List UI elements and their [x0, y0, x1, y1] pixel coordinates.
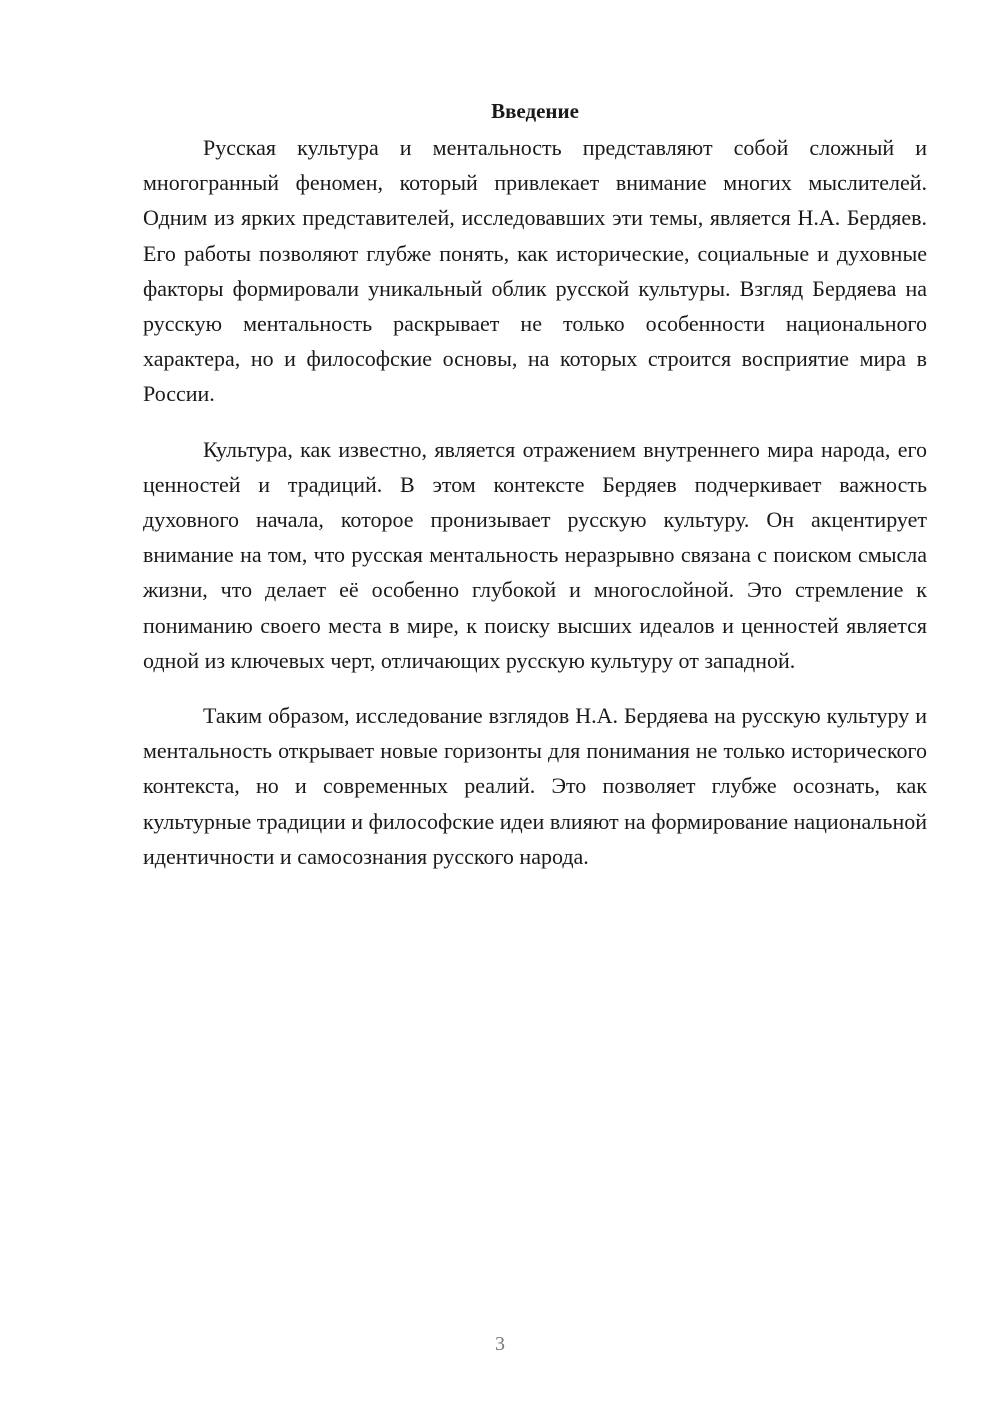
section-heading: Введение: [491, 99, 579, 123]
page-number: 3: [495, 1333, 505, 1355]
page-content: [143, 96, 927, 894]
paragraph-1: Русская культура и ментальность представляют собой сложный и многогранный феномен, который привлекает внимание многих мыслителей. Одним из ярких представителей, исследовавших эти темы, является Н.А. Бердяев. Его работы позволяют глубже понять, как исторические, социальные и духовные факторы формировали уникальный облик русской культуры. Взгляд Бердяева на русскую ментальность раскрывает не только особенности национального характера, но и философские основы, на которых строится восприятие мира в России.: [143, 135, 927, 407]
paragraph-2: Культура, как известно, является отражением внутреннего мира народа, его ценностей и традиций. В этом контексте Бердяев подчеркивает важность духовного начала, которое пронизывает русскую культуру. Он акцентирует внимание на том, что русская ментальность неразрывно связана с поиском смысла жизни, что делает её особенно глубокой и многослойной. Это стремление к пониманию своего места в мире, к поиску высших идеалов и ценностей является одной из ключевых черт, отличающих русскую культуру от западной.: [143, 436, 927, 673]
paragraph-3: Таким образом, исследование взглядов Н.А. Бердяева на русскую культуру и ментальность открывает новые горизонты для понимания не только исторического контекста, но и современных реалий. Это позволяет глубже осознать, как культурные традиции и философские идеи влияют на формирование национальной идентичности и самосознания русского народа.: [143, 703, 927, 869]
